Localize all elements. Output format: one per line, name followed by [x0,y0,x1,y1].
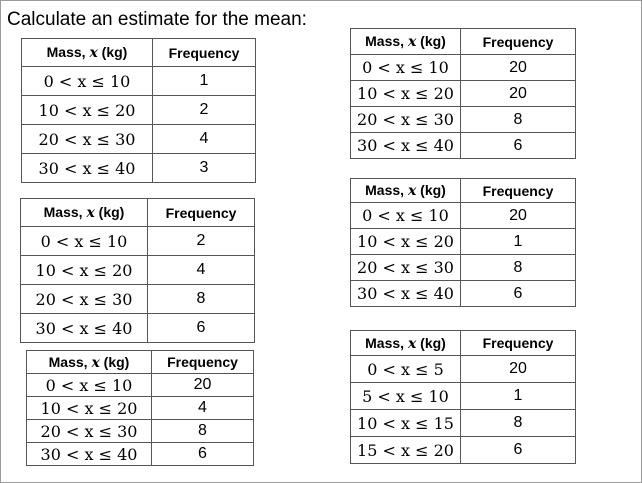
frequency-cell: 1 [461,383,576,410]
interval-cell: 5 < x ≤ 10 [351,383,461,410]
table-row [22,154,256,183]
frequency-cell: 3 [153,154,256,183]
interval-cell: 20 < x ≤ 30 [351,255,461,281]
table-row [21,227,255,256]
interval-cell: 10 < x ≤ 20 [351,229,461,255]
frequency-cell: 6 [152,443,254,466]
frequency-cell: 1 [461,229,576,255]
table-row [351,255,576,281]
frequency-cell: 8 [461,255,576,281]
frequency-cell: 8 [461,107,576,133]
table-header-row [22,39,256,67]
table-row [351,81,576,107]
frequency-cell: 20 [461,356,576,383]
interval-cell: 10 < x ≤ 20 [21,256,148,285]
mass-header-suffix: (kg) [416,334,446,351]
interval-cell: 20 < x ≤ 30 [27,420,152,443]
table-row [27,420,254,443]
table-row [27,374,254,397]
mass-header-suffix: (kg) [416,33,446,49]
frequency-cell: 2 [153,96,256,125]
interval-cell: 10 < x ≤ 15 [351,410,461,437]
frequency-table [21,38,256,183]
table-row [351,281,576,307]
frequency-cell: 6 [461,281,576,307]
frequency-cell: 20 [461,55,576,81]
table-row [351,229,576,255]
mass-header-variable: x [89,45,98,61]
frequency-table [20,198,255,343]
frequency-cell: 4 [152,397,254,420]
table-row [351,133,576,159]
table-header-row [21,199,255,227]
frequency-column-header: Frequency [461,179,576,203]
interval-cell: 0 < x ≤ 10 [22,67,153,96]
mass-header-suffix: (kg) [94,204,125,220]
table-header-row [351,179,576,203]
interval-cell: 20 < x ≤ 30 [351,107,461,133]
mass-header-prefix: Mass, [365,334,408,351]
table-row [21,314,255,343]
frequency-cell: 8 [152,420,254,443]
interval-cell: 30 < x ≤ 40 [351,281,461,307]
frequency-cell: 1 [153,67,256,96]
interval-cell: 0 < x ≤ 10 [351,203,461,229]
frequency-cell: 6 [461,437,576,464]
interval-cell: 30 < x ≤ 40 [21,314,148,343]
frequency-cell: 20 [461,203,576,229]
frequency-column-header: Frequency [461,331,576,356]
interval-cell: 0 < x ≤ 10 [21,227,148,256]
frequency-cell: 2 [148,227,255,256]
mass-header-prefix: Mass, [46,44,90,60]
interval-cell: 10 < x ≤ 20 [27,397,152,420]
mass-header-prefix: Mass, [365,182,408,198]
interval-cell: 0 < x ≤ 10 [351,55,461,81]
frequency-cell: 20 [461,81,576,107]
mass-header-prefix: Mass, [48,353,92,370]
mass-header-suffix: (kg) [99,353,130,370]
mass-column-header [27,351,152,374]
table-row [22,125,256,154]
mass-header-variable: x [91,354,100,371]
table-row [22,96,256,125]
interval-cell: 30 < x ≤ 40 [22,154,153,183]
mass-header-prefix: Mass, [365,33,408,49]
page-title: Calculate an estimate for the mean: [7,9,307,30]
mass-column-header [351,331,461,356]
table-row [351,203,576,229]
frequency-column-header: Frequency [461,29,576,55]
table-row [351,107,576,133]
interval-cell: 0 < x ≤ 5 [351,356,461,383]
table-row [27,443,254,466]
interval-cell: 15 < x ≤ 20 [351,437,461,464]
table-header-row [351,331,576,356]
mass-header-suffix: (kg) [416,182,446,198]
table-row [351,410,576,437]
mass-header-variable: x [86,205,95,221]
frequency-column-header: Frequency [153,39,256,67]
table-row [351,55,576,81]
mass-header-variable: x [407,183,417,199]
frequency-table [26,350,254,466]
frequency-cell: 8 [461,410,576,437]
table-row [351,383,576,410]
interval-cell: 30 < x ≤ 40 [351,133,461,159]
frequency-cell: 20 [152,374,254,397]
table-row [22,67,256,96]
frequency-table [350,330,576,464]
frequency-table [350,28,576,159]
frequency-column-header: Frequency [152,351,254,374]
mass-column-header [351,29,461,55]
mass-header-variable: x [407,335,417,352]
table-header-row [27,351,254,374]
interval-cell: 10 < x ≤ 20 [351,81,461,107]
frequency-cell: 6 [148,314,255,343]
interval-cell: 30 < x ≤ 40 [27,443,152,466]
table-header-row [351,29,576,55]
mass-header-variable: x [407,34,417,50]
mass-column-header [351,179,461,203]
frequency-cell: 4 [148,256,255,285]
interval-cell: 10 < x ≤ 20 [22,96,153,125]
table-row [351,356,576,383]
table-row [27,397,254,420]
table-row [21,285,255,314]
table-row [351,437,576,464]
frequency-cell: 4 [153,125,256,154]
mass-column-header [22,39,153,67]
mass-header-suffix: (kg) [97,44,128,60]
frequency-table [350,178,576,307]
interval-cell: 0 < x ≤ 10 [27,374,152,397]
table-row [21,256,255,285]
interval-cell: 20 < x ≤ 30 [22,125,153,154]
mass-column-header [21,199,148,227]
mass-header-prefix: Mass, [43,204,87,220]
interval-cell: 20 < x ≤ 30 [21,285,148,314]
frequency-cell: 6 [461,133,576,159]
frequency-cell: 8 [148,285,255,314]
frequency-column-header: Frequency [148,199,255,227]
